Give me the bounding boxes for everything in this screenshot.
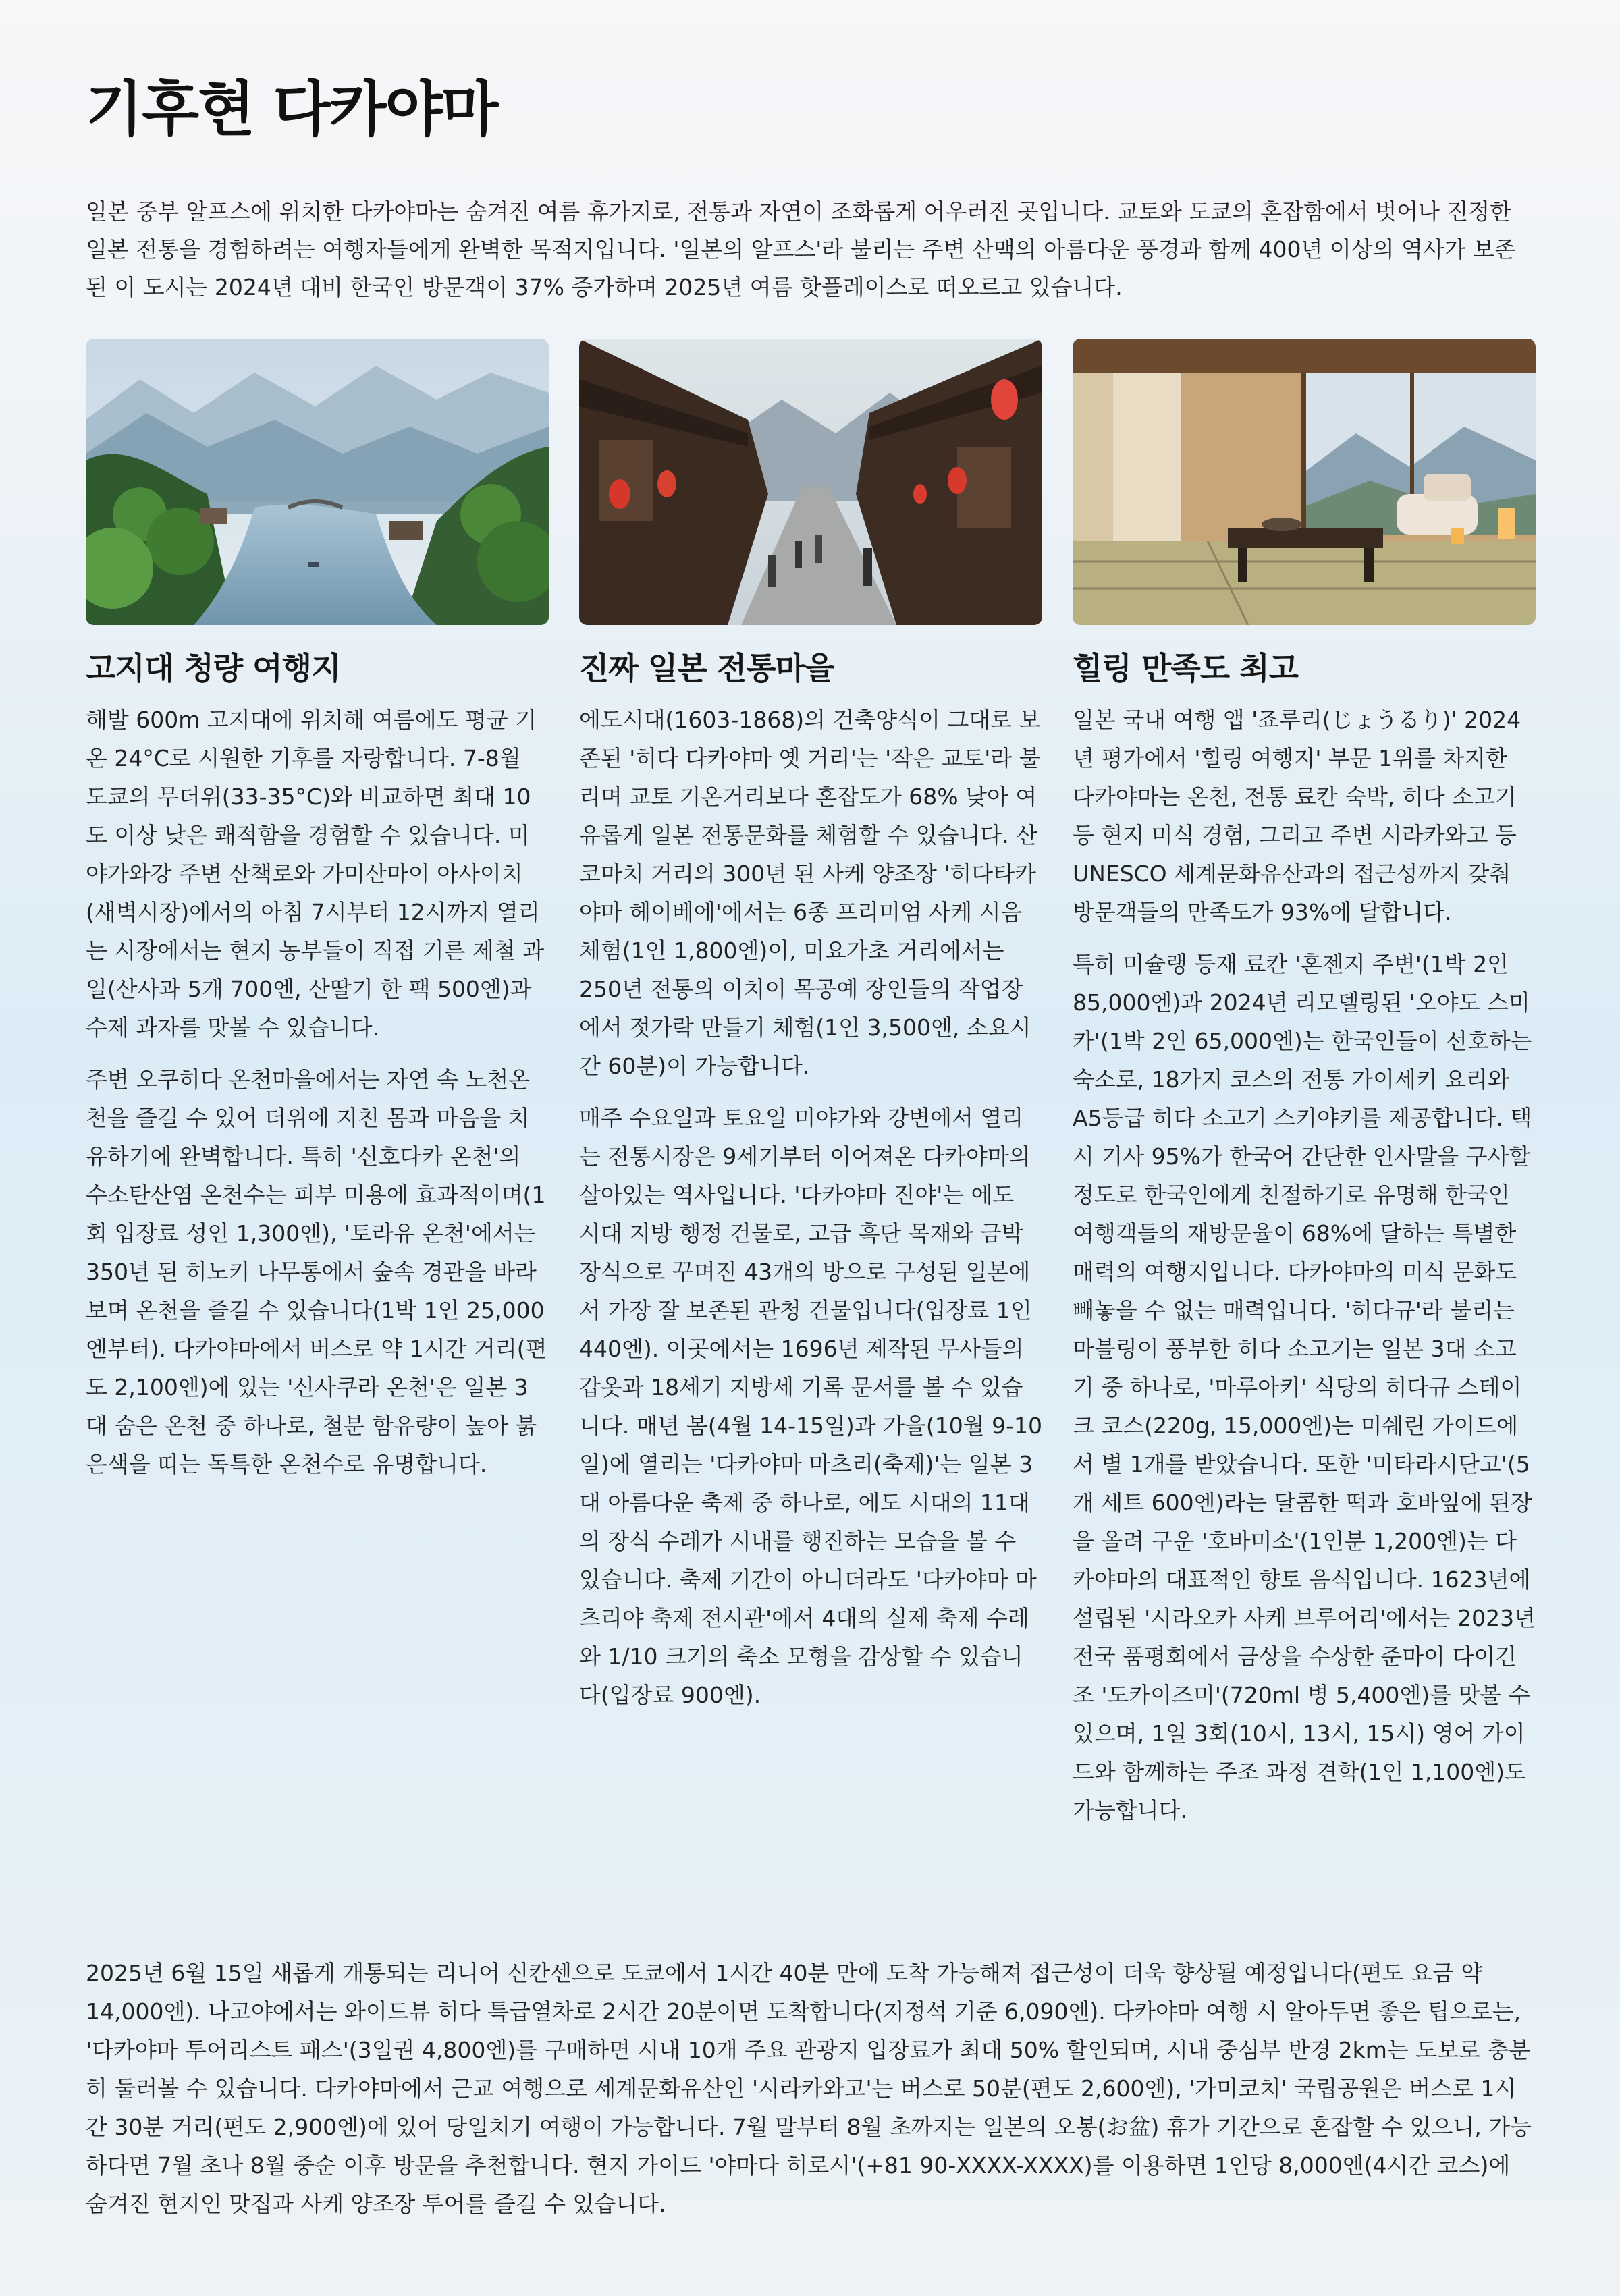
column-paragraph: 주변 오쿠히다 온천마을에서는 자연 속 노천온천을 즐길 수 있어 더위에 지친 몸과 마음을 치유하기에 완벽합니다. 특히 '신호다카 온천'의 수소탄산염 온천수는 피부 미용에 효과적이며(1회 입장료 성인 1,300엔), '토라유 온천'에서는 350년 된 히노키 나무통에서 숲속 경관을 바라보며 온천을 즐길 수 있습니다(1박 1인 25,000엔부터). 다카야마에서 버스로 약 1시간 거리(편도 2,100엔)에 있는 '신사쿠라 온천'은 일본 3대 숨은 온천 중 하나로, 철분 함유량이 높아 붉은색을 띠는 독특한 온천수로 유명합니다. (86, 1066, 547, 1477)
column-heading: 진짜 일본 전통마을 (579, 650, 834, 686)
page-title: 기후현 다카야마 (86, 74, 497, 144)
intro-paragraph: 일본 중부 알프스에 위치한 다카야마는 숨겨진 여름 휴가지로, 전통과 자연이 조화롭게 어우러진 곳입니다. 교토와 도쿄의 혼잡함에서 벗어나 진정한 일본 전통을 경험하려는 여행자들에게 완벽한 목적지입니다. '일본의 알프스'라 불리는 주변 산맥의 아름다운 풍경과 함께 400년 이상의 역사가 보존된 이 도시는 2024년 대비 한국인 방문객이 37% 증가하며 2025년 여름 핫플레이스로 떠오르고 있습니다. (86, 198, 1516, 300)
ryokan-room-photo (1073, 339, 1536, 625)
column-paragraph: 매주 수요일과 토요일 미야가와 강변에서 열리는 전통시장은 9세기부터 이어져온 다카야마의 살아있는 역사입니다. '다카야마 진야'는 에도 시대 지방 행정 건물로, 고급 흑단 목재와 금박 장식으로 꾸며진 43개의 방으로 구성된 일본에서 가장 잘 보존된 관청 건물입니다(입장료 1인 440엔). 이곳에서는 1696년 제작된 무사들의 갑옷과 18세기 지방세 기록 문서를 볼 수 있습니다. 매년 봄(4월 14-15일)과 가을(10월 9-10일)에 열리는 '다카야마 마츠리(축제)'는 일본 3대 아름다운 축제 중 하나로, 에도 시대의 11대의 장식 수레가 시내를 행진하는 모습을 볼 수 있습니다. 축제 기간이 아니더라도 '다카야마 마츠리야 축제 전시관'에서 4대의 실제 축제 수레와 1/10 크기의 축소 모형을 감상할 수 있습니다(입장료 900엔). (579, 1105, 1042, 1708)
column-healing (1073, 339, 1536, 1843)
closing-paragraph: 2025년 6월 15일 새롭게 개통되는 리니어 신칸센으로 도쿄에서 1시간 40분 만에 도착 가능해져 접근성이 더욱 향상될 예정입니다(편도 요금 약 14,000엔). 나고야에서는 와이드뷰 히다 특급열차로 2시간 20분이면 도착합니다(지정석 기준 6,090엔). 다카야마 여행 시 알아두면 좋은 팁으로는, '다카야마 투어리스트 패스'(3일권 4,800엔)를 구매하면 시내 10개 주요 관광지 입장료가 최대 50% 할인되며, 시내 중심부 반경 2km는 도보로 충분히 둘러볼 수 있습니다. 다카야마에서 근교 여행으로 세계문화유산인 '시라카와고'는 버스로 50분(편도 2,600엔), '가미코치' 국립공원은 버스로 1시간 30분 거리(편도 2,900엔)에 있어 당일치기 여행이 가능합니다. 7월 말부터 8월 초까지는 일본의 오봉(お盆) 휴가 기간으로 혼잡할 수 있으니, 가능하다면 7월 초나 8월 중순 이후 방문을 추천합니다. 현지 가이드 '야마다 히로시'(+81 90-XXXX-XXXX)를 이용하면 1인당 8,000엔(4시간 코스)에 숨겨진 현지인 맛집과 사케 양조장 투어를 즐길 수 있습니다. (86, 1960, 1532, 2217)
river-valley-photo (86, 339, 549, 625)
column-highland (86, 339, 549, 1497)
column-paragraph: 에도시대(1603-1868)의 건축양식이 그대로 보존된 '히다 다카야마 옛 거리'는 '작은 교토'라 불리며 교토 기온거리보다 혼잡도가 68% 낮아 여유롭게 일본 전통문화를 체험할 수 있습니다. 산코마치 거리의 300년 된 사케 양조장 '히다타카야마 헤이베에'에서는 6종 프리미엄 사케 시음 체험(1인 1,800엔)이, 미요가초 거리에서는 250년 전통의 이치이 목공예 장인들의 작업장에서 젓가락 만들기 체험(1인 3,500엔, 소요시간 60분)이 가능합니다. (579, 707, 1041, 1079)
column-traditional-town (579, 339, 1042, 1728)
column-paragraph: 특히 미슐랭 등재 료칸 '혼젠지 주변'(1박 2인 85,000엔)과 2024년 리모델링된 '오야도 스미카'(1박 2인 65,000엔)는 한국인들이 선호하는 숙소로, 18가지 코스의 전통 가이세키 요리와 A5등급 히다 소고기 스키야키를 제공합니다. 택시 기사 95%가 한국어 간단한 인사말을 구사할 정도로 한국인에게 친절하기로 유명해 한국인 여행객들의 재방문율이 68%에 달하는 특별한 매력의 여행지입니다. 다카야마의 미식 문화도 빼놓을 수 없는 매력입니다. '히다규'라 불리는 마블링이 풍부한 히다 소고기는 일본 3대 소고기 중 하나로, '마루아키' 식당의 히다규 스테이크 코스(220g, 15,000엔)는 미쉐린 가이드에서 별 1개를 받았습니다. 또한 '미타라시단고'(5개 세트 600엔)라는 달콤한 떡과 호바잎에 된장을 올려 구운 '호바미소'(1인분 1,200엔)는 다카야마의 대표적인 향토 음식입니다. 1623년에 설립된 '시라오카 사케 브루어리'에서는 2023년 전국 품평회에서 금상을 수상한 준마이 다이긴조 '도카이즈미'(720ml 병 5,400엔)를 맛볼 수 있으며, 1일 3회(10시, 13시, 15시) 영어 가이드와 함께하는 주조 과정 견학(1인 1,100엔)도 가능합니다. (1073, 951, 1536, 1824)
column-heading: 고지대 청량 여행지 (86, 650, 341, 686)
column-paragraph: 해발 600m 고지대에 위치해 여름에도 평균 기온 24°C로 시원한 기후를 자랑합니다. 7-8월 도쿄의 무더위(33-35°C)와 비교하면 최대 10도 이상 낮은 쾌적함을 경험할 수 있습니다. 미야가와강 주변 산책로와 가미산마이 아사이치(새벽시장)에서의 아침 7시부터 12시까지 열리는 시장에서는 현지 농부들이 직접 기른 제철 과일(산사과 5개 700엔, 산딸기 한 팩 500엔)과 수제 과자를 맛볼 수 있습니다. (86, 707, 545, 1041)
column-heading: 힐링 만족도 최고 (1073, 650, 1299, 686)
column-paragraph: 일본 국내 여행 앱 '죠루리(じょうるり)' 2024년 평가에서 '힐링 여행지' 부문 1위를 차지한 다카야마는 온천, 전통 료칸 숙박, 히다 소고기 등 현지 미식 경험, 그리고 주변 시라카와고 등 UNESCO 세계문화유산과의 접근성까지 갖춰 방문객들의 만족도가 93%에 달합니다. (1073, 707, 1521, 925)
old-street-photo (579, 339, 1042, 625)
